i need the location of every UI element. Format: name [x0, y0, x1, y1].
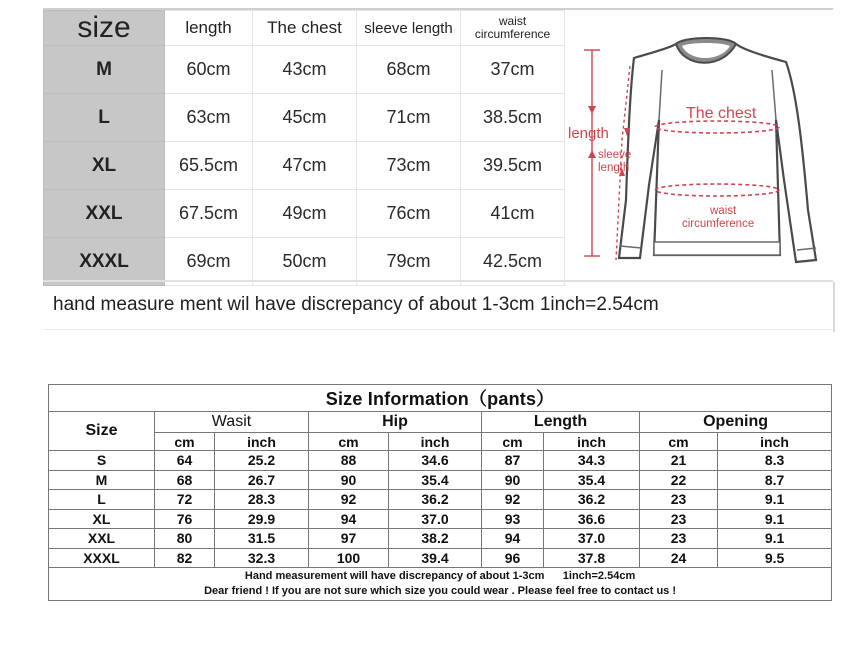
size-label: XXXL — [44, 238, 165, 286]
sleeve-value: 73cm — [357, 142, 461, 190]
hip-cm: 88 — [309, 451, 389, 471]
size-label: XL — [44, 142, 165, 190]
size-label: S — [49, 451, 155, 471]
waist-value: 42.5cm — [461, 238, 565, 286]
shirt-measurement-note: hand measure ment wil have discrepancy of about 1-3cm 1inch=2.54cm — [53, 294, 659, 315]
chest-value: 43cm — [253, 46, 357, 94]
waist-value: 41cm — [461, 190, 565, 238]
length-inch: 34.3 — [544, 451, 640, 471]
sleeve-value: 71cm — [357, 94, 461, 142]
length-value: 69cm — [165, 238, 253, 286]
opening-cm: 22 — [640, 470, 718, 490]
waist-inch: 25.2 — [215, 451, 309, 471]
hip-cm: 94 — [309, 509, 389, 529]
length-inch: 37.0 — [544, 529, 640, 549]
length-value: 67.5cm — [165, 190, 253, 238]
chest-value: 50cm — [253, 238, 357, 286]
shirt-note-row — [43, 280, 833, 330]
table-row — [44, 46, 565, 94]
length-group-header: Length — [482, 412, 640, 433]
length-inch: 36.6 — [544, 509, 640, 529]
waist-cm: 68 — [155, 470, 215, 490]
waist-cm: 82 — [155, 548, 215, 568]
table-row — [49, 529, 832, 549]
waist-cm: 80 — [155, 529, 215, 549]
waist-inch: 28.3 — [215, 490, 309, 510]
size-label: XXL — [44, 190, 165, 238]
length-cm: 90 — [482, 470, 544, 490]
chest-value: 49cm — [253, 190, 357, 238]
hip-cm: 100 — [309, 548, 389, 568]
table-row — [44, 238, 565, 286]
hip-inch: 38.2 — [389, 529, 482, 549]
table-row — [49, 451, 832, 471]
length-header: length — [165, 11, 253, 46]
chest-header: The chest — [253, 11, 357, 46]
sleeve-value: 68cm — [357, 46, 461, 94]
waist-label-1: waist — [710, 205, 737, 217]
waist-group-header: Wasit — [155, 412, 309, 433]
sleeve-length-header: sleeve length — [357, 11, 461, 46]
length-inch: 35.4 — [544, 470, 640, 490]
length-label: length — [568, 125, 609, 142]
opening-inch: 8.3 — [718, 451, 832, 471]
hip-inch: 39.4 — [389, 548, 482, 568]
opening-inch: 9.1 — [718, 490, 832, 510]
hip-cm: 90 — [309, 470, 389, 490]
opening-cm: 24 — [640, 548, 718, 568]
waist-cm: 64 — [155, 451, 215, 471]
chest-value: 45cm — [253, 94, 357, 142]
length-cm: 93 — [482, 509, 544, 529]
sleeve-label-2: length — [598, 162, 630, 174]
unit-inch: inch — [389, 433, 482, 451]
opening-group-header: Opening — [640, 412, 832, 433]
unit-cm: cm — [640, 433, 718, 451]
chest-value: 47cm — [253, 142, 357, 190]
size-label: XL — [49, 509, 155, 529]
table-row — [44, 142, 565, 190]
table-row — [49, 490, 832, 510]
opening-inch: 8.7 — [718, 470, 832, 490]
length-value: 60cm — [165, 46, 253, 94]
unit-cm: cm — [482, 433, 544, 451]
waist-value: 37cm — [461, 46, 565, 94]
length-value: 65.5cm — [165, 142, 253, 190]
contact-note: Dear friend ! If you are not sure which size you could wear . Please feel free to contact us ! — [204, 585, 677, 597]
length-cm: 92 — [482, 490, 544, 510]
waist-label-2: circumference — [682, 218, 755, 230]
waist-header: waist circumference — [461, 11, 565, 46]
hip-group-header: Hip — [309, 412, 482, 433]
waist-cm: 76 — [155, 509, 215, 529]
pants-footer — [49, 568, 832, 601]
opening-cm: 21 — [640, 451, 718, 471]
length-inch: 37.8 — [544, 548, 640, 568]
sleeve-value: 76cm — [357, 190, 461, 238]
opening-inch: 9.1 — [718, 529, 832, 549]
opening-inch: 9.5 — [718, 548, 832, 568]
sleeve-label-1: sleeve — [598, 149, 632, 161]
waist-value: 38.5cm — [461, 94, 565, 142]
length-cm: 87 — [482, 451, 544, 471]
hip-inch: 36.2 — [389, 490, 482, 510]
size-label: L — [49, 490, 155, 510]
size-header: size — [44, 11, 165, 46]
sleeve-value: 79cm — [357, 238, 461, 286]
hip-inch: 35.4 — [389, 470, 482, 490]
length-cm: 96 — [482, 548, 544, 568]
sweater-illustration — [564, 10, 833, 280]
size-label: M — [49, 470, 155, 490]
hip-cm: 97 — [309, 529, 389, 549]
waist-cm: 72 — [155, 490, 215, 510]
table-row — [44, 190, 565, 238]
size-label: XXXL — [49, 548, 155, 568]
length-value: 63cm — [165, 94, 253, 142]
unit-cm: cm — [155, 433, 215, 451]
length-inch: 36.2 — [544, 490, 640, 510]
unit-inch: inch — [718, 433, 832, 451]
waist-value: 39.5cm — [461, 142, 565, 190]
hip-inch: 37.0 — [389, 509, 482, 529]
pants-table-title: Size Information（pants） — [49, 385, 832, 412]
table-row — [49, 509, 832, 529]
waist-inch: 32.3 — [215, 548, 309, 568]
waist-inch: 29.9 — [215, 509, 309, 529]
table-row — [44, 94, 565, 142]
unit-inch: inch — [544, 433, 640, 451]
length-cm: 94 — [482, 529, 544, 549]
opening-cm: 23 — [640, 509, 718, 529]
opening-inch: 9.1 — [718, 509, 832, 529]
unit-row — [49, 433, 832, 451]
pants-size-header: Size — [49, 412, 155, 451]
chest-label: The chest — [686, 105, 757, 122]
size-label: M — [44, 46, 165, 94]
opening-cm: 23 — [640, 490, 718, 510]
table-row — [49, 548, 832, 568]
size-label: L — [44, 94, 165, 142]
hip-cm: 92 — [309, 490, 389, 510]
unit-inch: inch — [215, 433, 309, 451]
pants-measurement-note: Hand measurement will have discrepancy of about 1-3cm 1inch=2.54cm — [244, 570, 636, 582]
waist-inch: 31.5 — [215, 529, 309, 549]
shirt-header-row — [44, 11, 565, 46]
hip-inch: 34.6 — [389, 451, 482, 471]
size-label: XXL — [49, 529, 155, 549]
pants-size-table — [48, 384, 832, 601]
unit-cm: cm — [309, 433, 389, 451]
sweater-diagram — [564, 10, 833, 280]
shirt-size-table — [43, 10, 565, 286]
opening-cm: 23 — [640, 529, 718, 549]
shirt-size-chart — [43, 8, 833, 330]
waist-inch: 26.7 — [215, 470, 309, 490]
table-row — [49, 470, 832, 490]
